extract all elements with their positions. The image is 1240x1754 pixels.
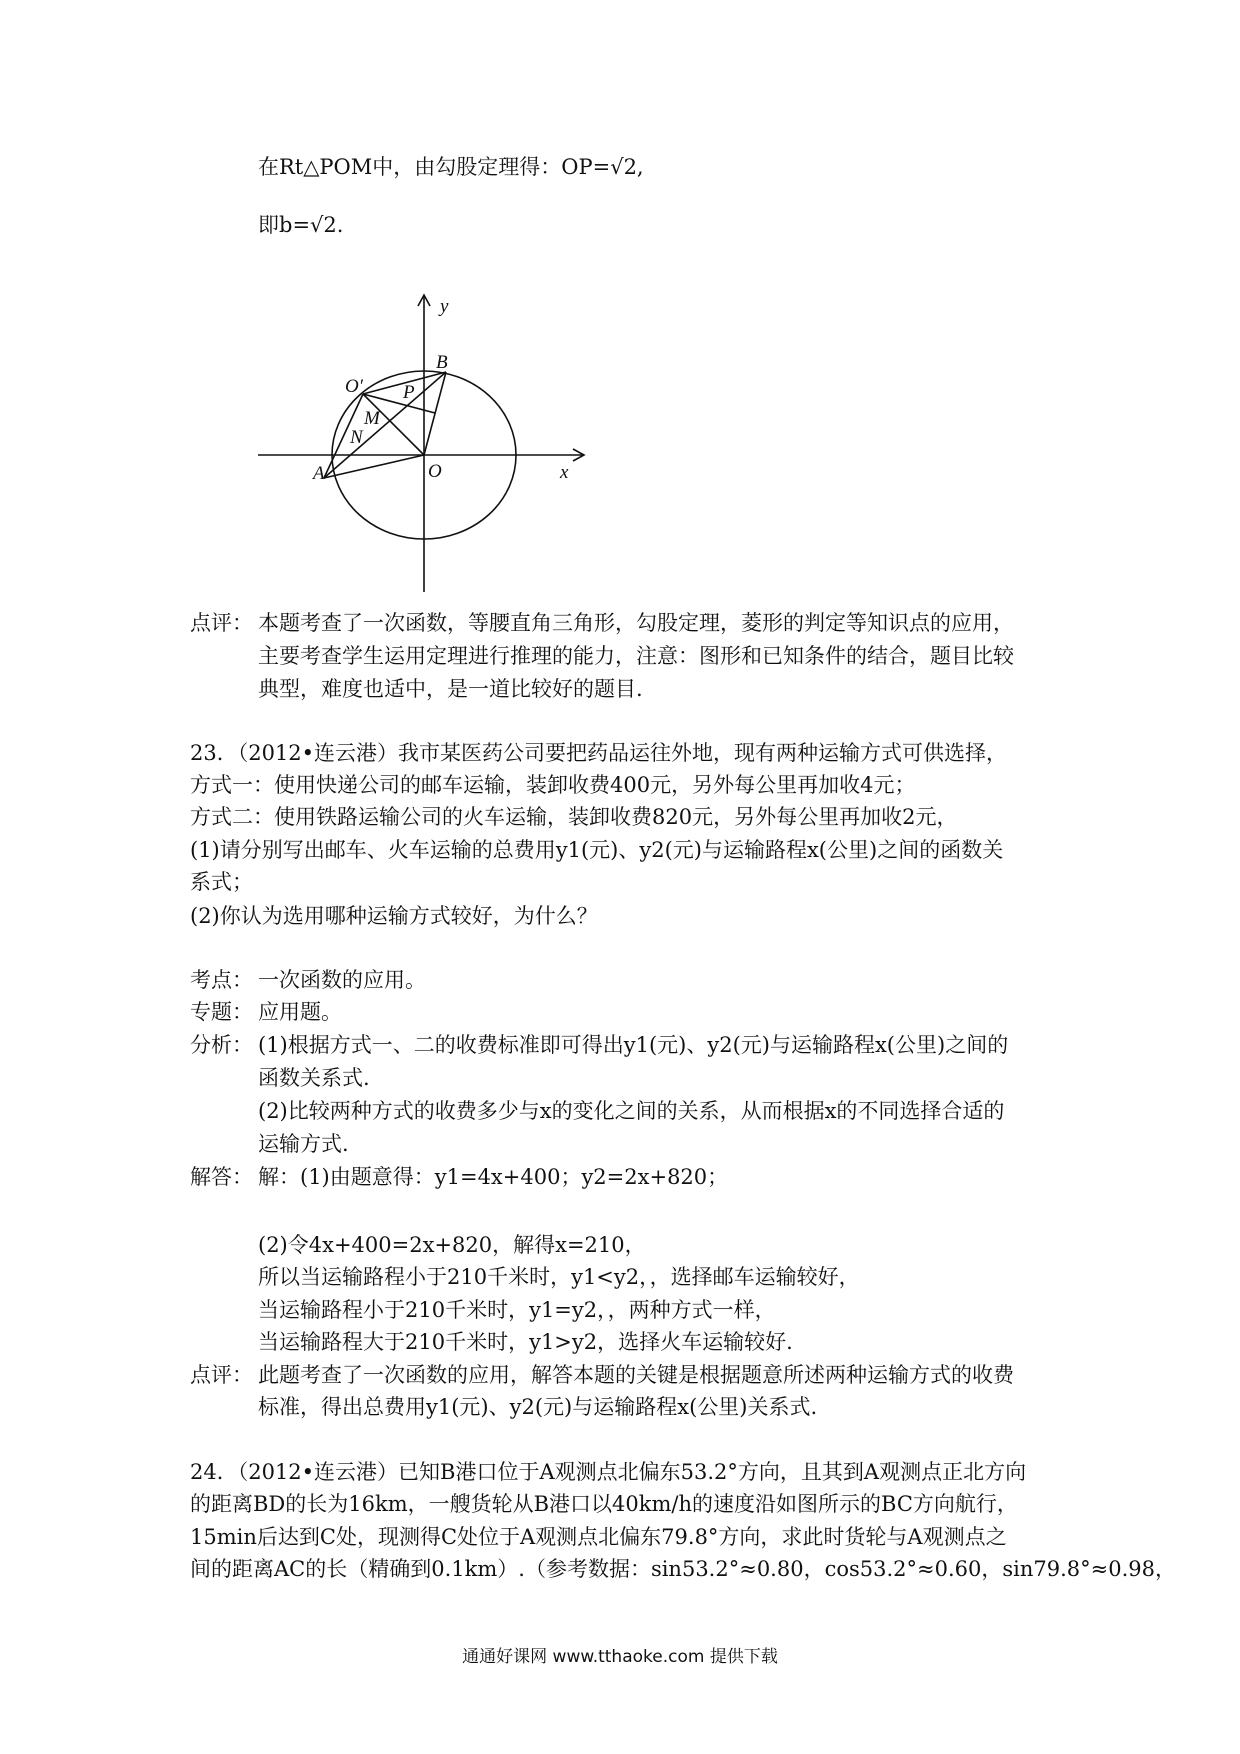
label-N: N <box>350 427 363 448</box>
q23-line: 23．（2012•连云港）我市某医药公司要把药品运往外地，现有两种运输方式可供选择， <box>190 741 1008 765</box>
jieda-line: 当运输路程大于210千米时，y1>y2，选择火车运输较好. <box>258 1330 793 1354</box>
q24-line: 间的距离AC的长（精确到0.1km）.（参考数据：sin53.2°≈0.80，cos53.2°≈0.60，sin79.8°≈0.98， <box>190 1557 1176 1581</box>
label-A: A <box>313 463 325 484</box>
jieda-label: 解答： <box>190 1165 253 1189</box>
dianping-label: 点评： <box>190 1363 253 1387</box>
jieda-line: 所以当运输路程小于210千米时，y1<y2，，选择邮车运输较好， <box>258 1265 860 1289</box>
jieda-line: (2)令4x+400=2x+820，解得x=210， <box>258 1233 646 1257</box>
zhuanti-label: 专题： <box>190 1000 253 1024</box>
zhuanti-text: 应用题。 <box>258 1000 342 1024</box>
jieda-line: 当运输路程小于210千米时，y1=y2，，两种方式一样， <box>258 1298 776 1322</box>
review22-label: 点评： <box>190 611 253 635</box>
q24-line: 24．（2012•连云港）已知B港口位于A观测点北偏东53.2°方向，且其到A观测点正北方向 <box>190 1460 1027 1484</box>
label-B: B <box>436 352 448 373</box>
fenxi-line: 函数关系式. <box>258 1066 370 1090</box>
label-P: P <box>403 382 415 403</box>
fenxi-line: (2)比较两种方式的收费多少与x的变化之间的关系，从而根据x的不同选择合适的 <box>258 1099 1005 1123</box>
coordinate-figure <box>255 288 615 598</box>
fenxi-line: 运输方式. <box>258 1132 349 1156</box>
q23-line: 方式二：使用铁路运输公司的火车运输，装卸收费820元，另外每公里再加收2元， <box>190 805 958 829</box>
q23-line: (2)你认为选用哪种运输方式较好，为什么？ <box>190 904 598 928</box>
dianping-line: 此题考查了一次函数的应用，解答本题的关键是根据题意所述两种运输方式的收费 <box>258 1363 1014 1387</box>
review22-line: 本题考查了一次函数，等腰直角三角形，勾股定理，菱形的判定等知识点的应用， <box>258 611 1014 635</box>
intro-line-1: 在Rt△POM中，由勾股定理得：OP=√2, <box>258 155 644 179</box>
kaodian-text: 一次函数的应用。 <box>258 968 426 992</box>
label-O-prime: O′ <box>345 376 363 397</box>
review22-line: 主要考查学生运用定理进行推理的能力，注意：图形和已知条件的结合，题目比较 <box>258 644 1014 668</box>
jieda-line: 解：(1)由题意得：y1=4x+400；y2=2x+820； <box>258 1165 729 1189</box>
q23-line: (1)请分别写出邮车、火车运输的总费用y1(元)、y2(元)与运输路程x(公里)之间的函数关 <box>190 838 1004 862</box>
fenxi-line: (1)根据方式一、二的收费标准即可得出y1(元)、y2(元)与运输路程x(公里)之间的 <box>258 1033 1009 1057</box>
label-y: y <box>440 296 449 317</box>
q24-line: 15min后达到C处，现测得C处位于A观测点北偏东79.8°方向，求此时货轮与A观测点之 <box>190 1525 1007 1549</box>
fenxi-label: 分析： <box>190 1033 253 1057</box>
q23-line: 系式； <box>190 870 253 894</box>
label-x: x <box>560 462 569 483</box>
label-M: M <box>364 408 380 429</box>
page-footer: 通通好课网 www.tthaoke.com 提供下载 <box>462 1647 778 1667</box>
dianping-line: 标准，得出总费用y1(元)、y2(元)与运输路程x(公里)关系式. <box>258 1395 818 1419</box>
review22-line: 典型，难度也适中，是一道比较好的题目. <box>258 677 643 701</box>
label-O: O <box>428 461 442 482</box>
intro-line-2: 即b=√2. <box>258 213 344 237</box>
kaodian-label: 考点： <box>190 968 253 992</box>
q23-line: 方式一：使用快递公司的邮车运输，装卸收费400元，另外每公里再加收4元； <box>190 773 916 797</box>
q24-line: 的距离BD的长为16km，一艘货轮从B港口以40km/h的速度沿如图所示的BC方向航行， <box>190 1492 1018 1516</box>
